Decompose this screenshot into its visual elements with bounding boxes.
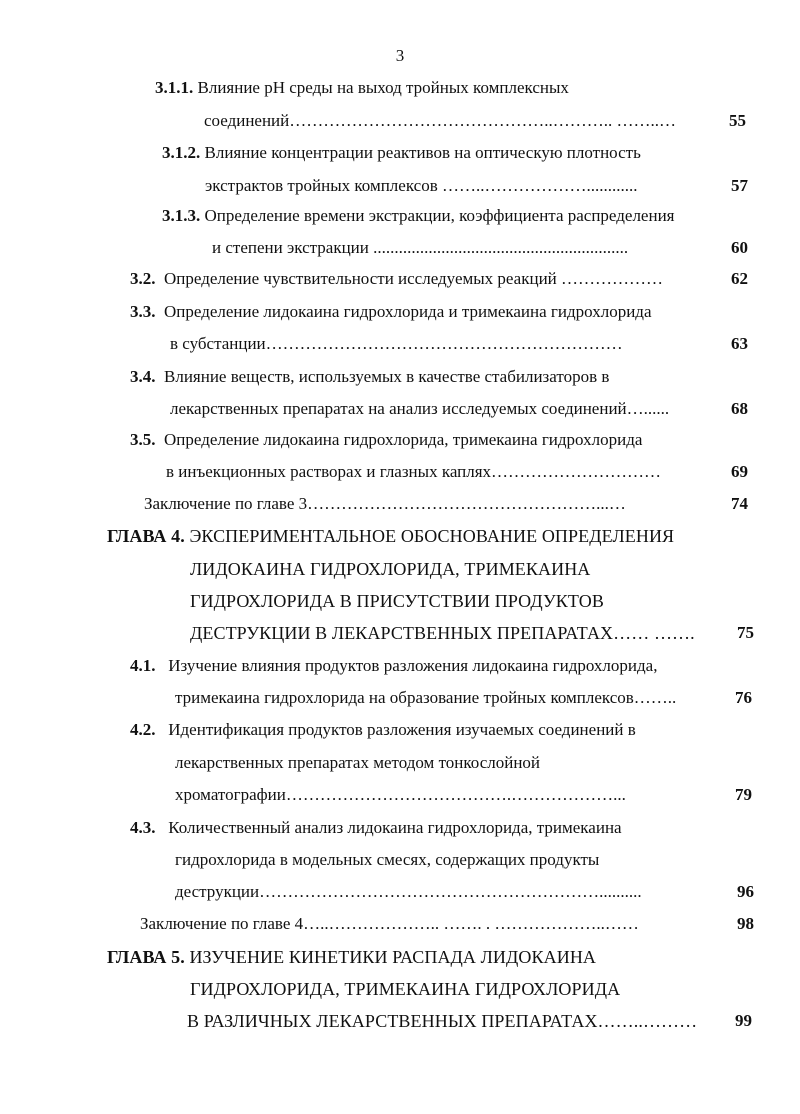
toc-conclusion-3: Заключение по главе 3……………………………………………...…: [144, 494, 626, 513]
chapter-title-continued: В РАЗЛИЧНЫХ ЛЕКАРСТВЕННЫХ ПРЕПАРАТАХ……..………: [187, 1011, 698, 1031]
toc-entry-3-1-2: [162, 142, 641, 164]
entry-title: Изучение влияния продуктов разложения лидокаина гидрохлорида,: [168, 656, 658, 675]
entry-title: Идентификация продуктов разложения изучаемых соединений в: [168, 720, 636, 739]
section-number: 3.1.1.: [155, 78, 194, 97]
page-ref: 74: [731, 494, 748, 513]
toc-entry-3-5: [130, 429, 642, 451]
chapter-title-continued: ГИДРОХЛОРИДА В ПРИСУТСТВИИ ПРОДУКТОВ: [190, 591, 604, 611]
section-number: 3.4.: [130, 367, 156, 386]
page-ref: 76: [735, 688, 752, 707]
toc-entry-4-2: [130, 719, 636, 741]
entry-title: Влияние pH среды на выход тройных комплексных: [197, 78, 569, 97]
toc-entry-3-2: [130, 268, 663, 290]
chapter-title: ЭКСПЕРИМЕНТАЛЬНОЕ ОБОСНОВАНИЕ ОПРЕДЕЛЕНИЯ: [189, 526, 675, 546]
section-number: 3.1.2.: [162, 143, 201, 162]
entry-title-continued: экстрактов тройных комплексов ……..………………............: [205, 176, 638, 195]
chapter-label: ГЛАВА 5.: [107, 947, 185, 967]
chapter-title-continued: ГИДРОХЛОРИДА, ТРИМЕКАИНА ГИДРОХЛОРИДА: [190, 979, 621, 999]
section-number: 3.2.: [130, 269, 156, 288]
entry-title-continued: в инъекционных растворах и глазных каплях…………………………: [166, 462, 662, 481]
page-ref: 57: [731, 176, 748, 195]
page-number: 3: [395, 46, 405, 65]
page-ref: 79: [735, 785, 752, 804]
page-ref: 98: [737, 914, 754, 933]
entry-title-continued: лекарственных препаратах методом тонкослойной: [175, 753, 541, 772]
entry-title-continued: деструкции……………………………………………………..........: [175, 882, 642, 901]
page-ref: 55: [729, 111, 746, 130]
entry-title: Влияние веществ, используемых в качестве стабилизаторов в: [164, 367, 610, 386]
toc-chapter-5: [107, 946, 596, 968]
entry-title: Влияние концентрации реактивов на оптическую плотность: [204, 143, 641, 162]
entry-title-continued: и степени экстракции ............................................................: [212, 238, 629, 257]
chapter-title-continued: ЛИДОКАИНА ГИДРОХЛОРИДА, ТРИМЕКАИНА: [190, 559, 591, 579]
section-number: 3.3.: [130, 302, 156, 321]
page-ref: 75: [737, 623, 754, 642]
page-ref: 69: [731, 462, 748, 481]
section-number: 4.3.: [130, 818, 156, 837]
page-ref: 63: [731, 334, 748, 353]
chapter-title-continued: ДЕСТРУКЦИИ В ЛЕКАРСТВЕННЫХ ПРЕПАРАТАХ…… …….: [190, 623, 695, 643]
chapter-title: ИЗУЧЕНИЕ КИНЕТИКИ РАСПАДА ЛИДОКАИНА: [189, 947, 597, 967]
entry-title: Количественный анализ лидокаина гидрохлорида, тримекаина: [168, 818, 622, 837]
entry-title: Определение лидокаина гидрохлорида, тримекаина гидрохлорида: [164, 430, 643, 449]
chapter-label: ГЛАВА 4.: [107, 526, 185, 546]
entry-title-continued: соединений………………………………………..……….. ……..…: [204, 111, 677, 130]
entry-title: Определение чувствительности исследуемых реакций ………………: [164, 269, 664, 288]
entry-title-continued: тримекаина гидрохлорида на образование тройных комплексов……..: [175, 688, 677, 707]
toc-entry-3-4: [130, 366, 609, 388]
page-ref: 60: [731, 238, 748, 257]
page-ref: 99: [735, 1011, 752, 1030]
section-number: 3.1.3.: [162, 206, 201, 225]
toc-chapter-4: [107, 525, 674, 547]
entry-title-continued: хроматографии………………………………….………………...: [175, 785, 626, 804]
entry-title-continued: гидрохлорида в модельных смесях, содержащих продукты: [175, 850, 600, 869]
entry-title: Определение лидокаина гидрохлорида и тримекаина гидрохлорида: [164, 302, 652, 321]
toc-entry-3-1-1: [155, 77, 569, 99]
section-number: 4.1.: [130, 656, 156, 675]
entry-title-continued: лекарственных препаратах на анализ исследуемых соединений…......: [170, 399, 670, 418]
toc-entry-4-3: [130, 817, 622, 839]
toc-conclusion-4: Заключение по главе 4…..……………….. ……. . ………………..……: [140, 914, 639, 933]
entry-title: Определение времени экстракции, коэффициента распределения: [204, 206, 675, 225]
section-number: 4.2.: [130, 720, 156, 739]
page-ref: 68: [731, 399, 748, 418]
toc-entry-3-3: [130, 301, 652, 323]
page-ref: 96: [737, 882, 754, 901]
toc-entry-3-1-3: [162, 205, 675, 227]
toc-entry-4-1: [130, 655, 657, 677]
section-number: 3.5.: [130, 430, 156, 449]
entry-title-continued: в субстанции………………………………………………………: [170, 334, 623, 353]
page-ref: 62: [731, 269, 748, 288]
